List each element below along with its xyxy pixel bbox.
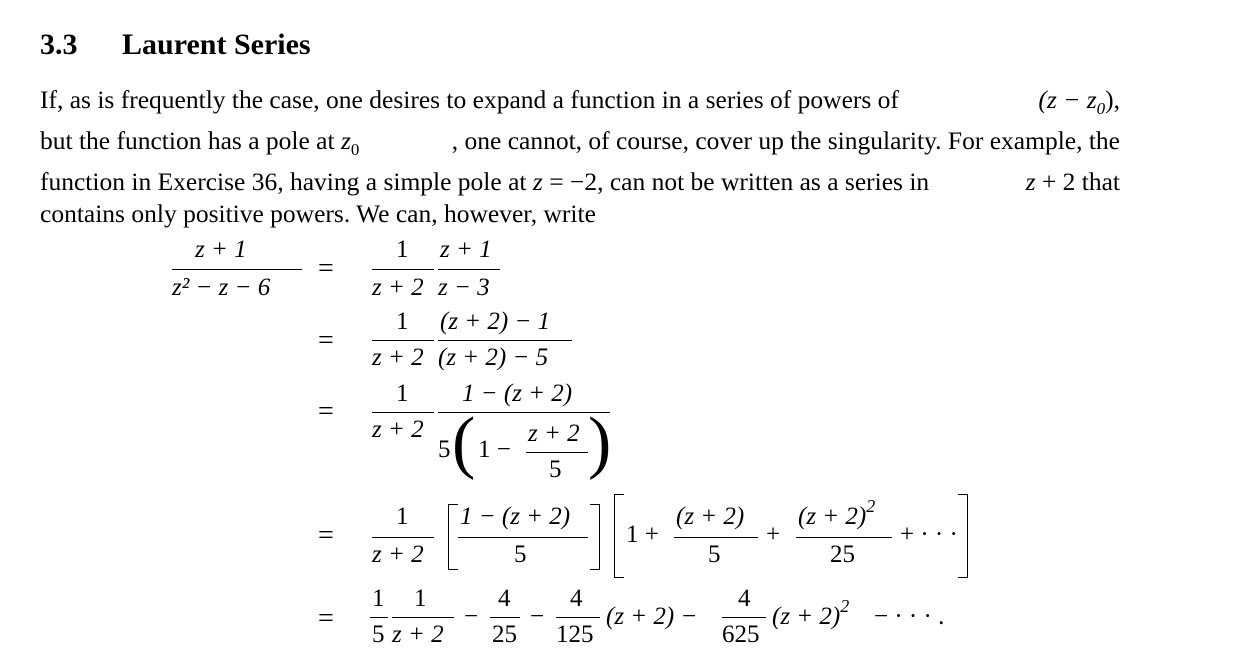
r3-inner-den: 5 bbox=[549, 456, 562, 483]
r4-bracket-bar bbox=[458, 537, 588, 538]
r3-inner-bar bbox=[526, 452, 588, 453]
lhs-numerator: z + 1 bbox=[195, 236, 247, 263]
left-paren: ( bbox=[452, 404, 476, 481]
r4-bracket-den: 5 bbox=[514, 541, 527, 568]
r5-b-bar bbox=[392, 617, 454, 618]
r4-t1-bar bbox=[674, 537, 758, 538]
r4-t2-num: $(z + 2)^2$ bbox=[798, 496, 876, 530]
paragraph bbox=[40, 84, 1120, 230]
left-bracket-big bbox=[614, 494, 624, 578]
r2-f1-bar bbox=[372, 340, 434, 341]
left-bracket bbox=[448, 504, 458, 570]
paragraph-line-2: but the function has a pole at $z_0$ , one cannot, of course, cover up the singularity. For example, the bbox=[40, 126, 1120, 160]
lhs-fraction-bar bbox=[172, 269, 302, 270]
r1-f2-den: z − 3 bbox=[438, 274, 490, 301]
r2-f1-den: z + 2 bbox=[372, 344, 424, 371]
r2-f2-den: (z + 2) − 5 bbox=[438, 344, 549, 371]
lhs-denominator: z² − z − 6 bbox=[172, 274, 271, 301]
right-paren: ) bbox=[588, 404, 612, 481]
r4-t1-den: 5 bbox=[708, 541, 721, 568]
r5-e-bar bbox=[722, 617, 766, 618]
r1-f2-num: z + 1 bbox=[440, 236, 492, 263]
section-title: Laurent Series bbox=[122, 28, 311, 61]
r5-d-after: (z + 2) − bbox=[606, 603, 698, 630]
paragraph-line-1: If, as is frequently the case, one desires to expand a function in a series of powers of $(z - z_0)$, bbox=[40, 85, 1120, 119]
r4-tail: + · · · bbox=[900, 521, 958, 548]
r2-f1-num: 1 bbox=[396, 308, 409, 335]
equals-sign: = bbox=[318, 396, 334, 427]
r1-f1-bar bbox=[372, 269, 434, 270]
r1-f1-num: 1 bbox=[396, 236, 409, 263]
r5-a-bar bbox=[370, 617, 388, 618]
r5-b-den: z + 2 bbox=[392, 621, 444, 648]
r4-t1-num: (z + 2) bbox=[676, 503, 745, 530]
r3-f1-bar bbox=[372, 412, 434, 413]
r5-a-num: 1 bbox=[372, 585, 385, 612]
paragraph-line-4: contains only positive powers. We can, however, write bbox=[40, 199, 596, 229]
r1-f1-den: z + 2 bbox=[372, 274, 424, 301]
r5-e-after: $(z + 2)^2$ bbox=[772, 596, 850, 630]
right-bracket-big bbox=[958, 494, 968, 578]
r5-e-num: 4 bbox=[738, 585, 751, 612]
r3-den-one-minus: 1 − bbox=[478, 436, 511, 463]
r5-a-den: 5 bbox=[372, 621, 385, 648]
r5-d-num: 4 bbox=[570, 585, 583, 612]
r4-one-plus: 1 + bbox=[626, 521, 659, 548]
section-number: 3.3 bbox=[40, 28, 78, 61]
equals-sign: = bbox=[318, 520, 334, 551]
r5-c-bar bbox=[490, 617, 520, 618]
r4-t2-bar bbox=[796, 537, 892, 538]
right-bracket bbox=[590, 504, 600, 570]
r5-d-bar bbox=[556, 617, 600, 618]
equals-sign: = bbox=[318, 325, 334, 356]
r5-b-num: 1 bbox=[414, 585, 427, 612]
r4-f1-num: 1 bbox=[396, 503, 409, 530]
paragraph-line-3: function in Exercise 36, having a simple pole at z = −2, can not be written as a series in z + 2 that bbox=[40, 167, 1120, 197]
r1-f2-bar bbox=[438, 269, 500, 270]
r4-f1-den: z + 2 bbox=[372, 541, 424, 568]
r3-f2-num: 1 − (z + 2) bbox=[462, 380, 573, 407]
r5-minus-1: − bbox=[464, 603, 479, 630]
r5-tail: − · · · . bbox=[874, 603, 945, 630]
r3-den-five: 5 bbox=[438, 436, 451, 463]
r2-f2-num: (z + 2) − 1 bbox=[440, 308, 551, 335]
equals-sign: = bbox=[318, 603, 334, 634]
r5-d-den: 125 bbox=[556, 621, 594, 648]
r5-e-den: 625 bbox=[722, 621, 760, 648]
r4-bracket-num: 1 − (z + 2) bbox=[460, 503, 571, 530]
r4-f1-bar bbox=[372, 537, 434, 538]
r4-t2-den: 25 bbox=[830, 541, 855, 568]
equals-sign: = bbox=[318, 253, 334, 284]
r3-f1-den: z + 2 bbox=[372, 416, 424, 443]
r4-plus: + bbox=[766, 521, 781, 548]
r5-c-num: 4 bbox=[498, 585, 511, 612]
r3-inner-num: z + 2 bbox=[528, 420, 580, 447]
r5-c-den: 25 bbox=[492, 621, 517, 648]
r5-minus-2: − bbox=[530, 603, 545, 630]
r3-f1-num: 1 bbox=[396, 380, 409, 407]
r2-f2-bar bbox=[438, 340, 572, 341]
